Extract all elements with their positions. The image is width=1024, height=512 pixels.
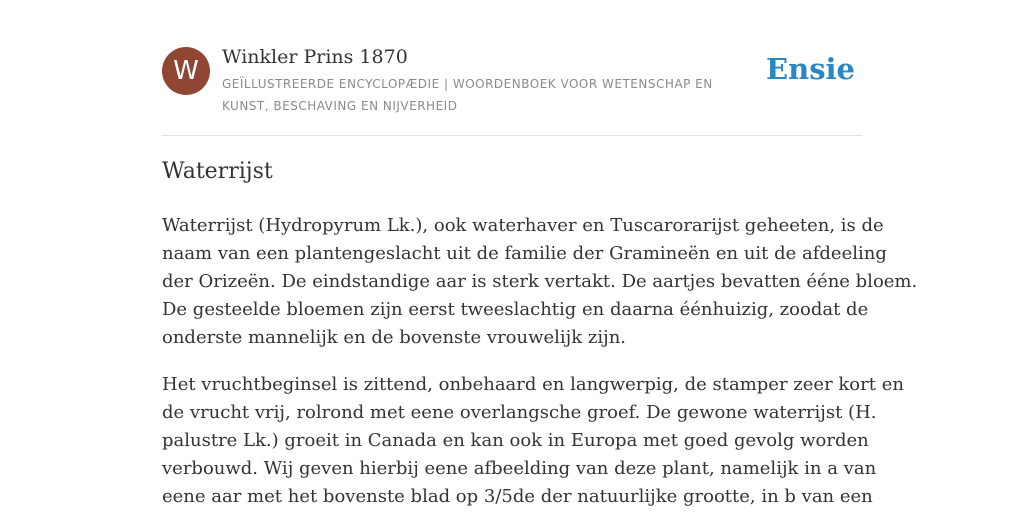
paragraph-1 [162,212,918,352]
text-line: de vrucht vrij, rolrond met eene overlangsche groef. De gewone waterrijst (H. [162,402,877,423]
text-line: onderste mannelijk en de bovenste vrouwelijk zijn. [162,327,627,348]
source-title[interactable]: Winkler Prins 1870 [222,46,408,68]
entry-title: Waterrijst [162,159,273,184]
source-avatar: W [162,47,210,95]
header-divider [162,135,862,136]
text-line: verbouwd. Wij geven hierbij eene afbeelding van deze plant, namelijk in a van [162,458,877,479]
text-line: Het vruchtbeginsel is zittend, onbehaard en langwerpig, de stamper zeer kort en [162,374,904,395]
source-subtitle: GEÏLLUSTREERDE ENCYCLOPÆDIE | WOORDENBOEK VOOR WETENSCHAP EN KUNST, BESCHAVING EN NIJVERHEID [222,77,713,113]
text-line: Waterrijst (Hydropyrum Lk.), ook waterhaver en Tuscarorarijst geheeten, is de [162,215,884,236]
entry-body [162,212,918,512]
text-line: naam van een plantengeslacht uit de familie der Gramineën en uit de afdeeling [162,243,887,264]
paragraph-2 [162,371,904,511]
source-header [162,46,862,116]
ensie-logo[interactable]: Ensie [766,52,855,86]
text-line: der Orizeën. De eindstandige aar is sterk vertakt. De aartjes bevatten ééne bloem. [162,271,918,292]
text-line: De gesteelde bloemen zijn eerst tweeslachtig en daarna éénhuizig, zoodat de [162,299,869,320]
text-line: eene aar met het bovenste blad op 3/5de der natuurlijke grootte, in b van een [162,486,873,507]
text-line: palustre Lk.) groeit in Canada en kan ook in Europa met goed gevolg worden [162,430,869,451]
